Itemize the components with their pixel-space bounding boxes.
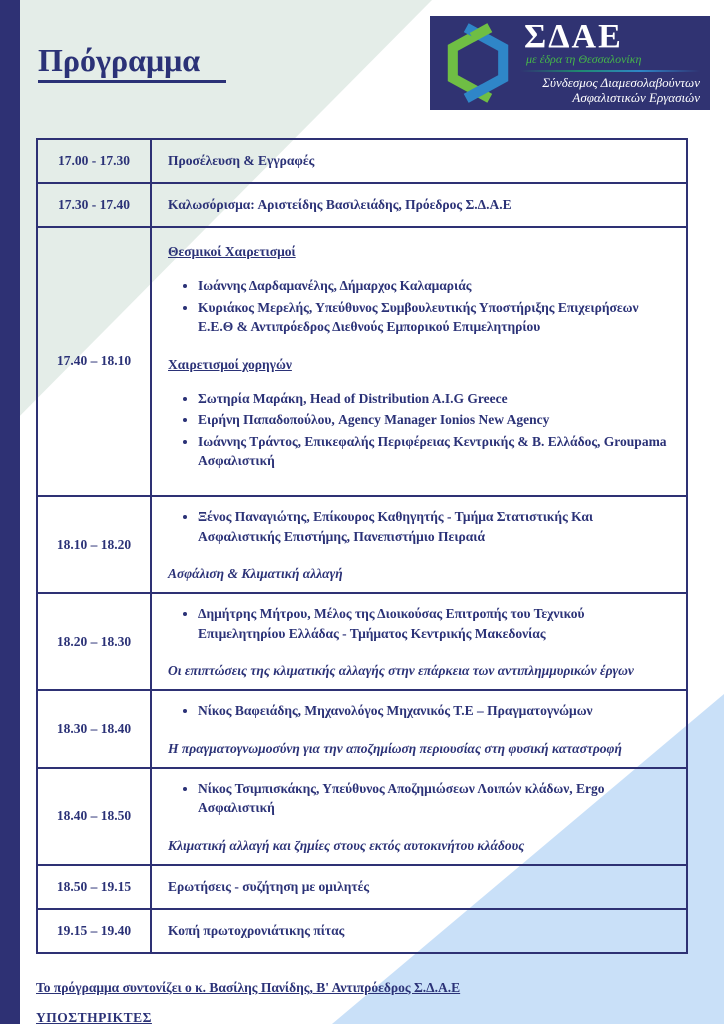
time-slot: 18.30 – 18.40 (38, 691, 152, 767)
speaker-item: • Κυριάκος Μερελής, Υπεύθυνος Συμβουλευτικής Υποστήριξης Επιχειρήσεων Ε.Ε.Θ & Αντιπρόεδρος Διεθνούς Εμπορικού Επιμελητηρίου (198, 298, 670, 337)
page-title: Πρόγραμμα (38, 42, 226, 79)
speaker-item: • Δημήτρης Μήτρου, Μέλος της Διοικούσας Επιτροπής του Τεχνικού Επιμελητηρίου Ελλάδας - Τμήματος Κεντρικής Μακεδονίας (198, 604, 670, 643)
supporters-heading: ΥΠΟΣΤΗΡΙΚΤΕΣ (36, 1009, 152, 1024)
speaker-item: • Σωτηρία Μαράκη, Head of Distribution A.I.G Greece (198, 389, 670, 409)
section-heading: Θεσμικοί Χαιρετισμοί (168, 244, 296, 259)
schedule-table (36, 138, 688, 954)
speaker-item: • Ιωάννης Τράντος, Επικεφαλής Περιφέρειας Κεντρικής & Β. Ελλάδος, Groupama Ασφαλιστική (198, 432, 670, 471)
sdae-logo-name: ΣΔΑΕ (524, 17, 623, 55)
speaker-bullet-list (168, 505, 670, 548)
speaker-item: • Ξένος Παναγιώτης, Επίκουρος Καθηγητής - Τμήμα Στατιστικής Και Ασφαλιστικής Επιστήμης, Πανεπιστήμιο Πειραιά (198, 507, 670, 546)
speaker-item: • Νίκος Τσιμπισκάκης, Υπεύθυνος Αποζημιώσεων Λοιπών κλάδων, Ergo Ασφαλιστική (198, 779, 670, 818)
schedule-row (38, 182, 686, 226)
session-cell (152, 769, 686, 864)
time-slot: 17.30 - 17.40 (38, 184, 152, 226)
schedule-row (38, 140, 686, 182)
session-cell (152, 184, 686, 226)
time-slot: 18.20 – 18.30 (38, 594, 152, 689)
sdae-logo-divider (520, 70, 700, 72)
speaker-bullet-list (168, 274, 670, 339)
session-topic: Ασφάλιση & Κλιματική αλλαγή (168, 566, 343, 582)
session-text: Προσέλευση & Εγγραφές (168, 153, 315, 168)
schedule-row (38, 592, 686, 689)
session-cell (152, 497, 686, 592)
session-cell (152, 228, 686, 495)
speaker-bullet-list (168, 602, 670, 645)
sdae-logo-text (520, 17, 700, 105)
speaker-bullet-list (168, 777, 670, 820)
session-cell (152, 140, 686, 182)
sdae-logo (430, 16, 710, 110)
session-topic: Η πραγματογνωμοσύνη για την αποζημίωση περιουσίας στη φυσική καταστροφή (168, 740, 622, 756)
sdae-logo-tagline: με έδρα τη Θεσσαλονίκη (526, 51, 642, 66)
speaker-item: • Νίκος Βαφειάδης, Μηχανολόγος Μηχανικός Τ.Ε – Πραγματογνώμων (198, 701, 670, 721)
left-accent-bar (0, 0, 20, 1024)
time-slot: 17.00 - 17.30 (38, 140, 152, 182)
schedule-row (38, 495, 686, 592)
schedule-row (38, 226, 686, 495)
schedule-row (38, 864, 686, 908)
header (0, 0, 724, 124)
speaker-bullet-list (168, 387, 670, 473)
schedule-row (38, 908, 686, 952)
session-text: Ερωτήσεις - συζήτηση με ομιλητές (168, 878, 370, 894)
session-topic: Οι επιπτώσεις της κλιματικής αλλαγής στην επάρκεια των αντιπλημμυρικών έργων (168, 663, 634, 679)
section-heading: Χαιρετισμοί χορηγών (168, 356, 292, 372)
time-slot: 17.40 – 18.10 (38, 228, 152, 495)
schedule-row (38, 767, 686, 864)
coordinator-note: Το πρόγραμμα συντονίζει ο κ. Βασίλης Πανίδης, Β' Αντιπρόεδρος Σ.Δ.Α.Ε (36, 979, 461, 995)
speaker-item: • Ειρήνη Παπαδοπούλου, Agency Manager Ionios New Agency (198, 410, 670, 430)
speaker-bullet-list (168, 699, 670, 723)
schedule-row (38, 689, 686, 767)
session-text: Κοπή πρωτοχρονιάτικης πίτας (168, 922, 345, 938)
time-slot: 19.15 – 19.40 (38, 910, 152, 952)
session-cell (152, 910, 686, 952)
speaker-item: • Ιωάννης Δαρδαμανέλης, Δήμαρχος Καλαμαριάς (198, 276, 670, 296)
session-text: Καλωσόρισμα: Αριστείδης Βασιλειάδης, Πρόεδρος Σ.Δ.Α.Ε (168, 197, 512, 212)
session-topic: Κλιματική αλλαγή και ζημίες στους εκτός αυτοκινήτου κλάδους (168, 837, 525, 853)
time-slot: 18.50 – 19.15 (38, 866, 152, 908)
sdae-logo-subtitle-line1: Σύνδεσμος Διαμεσολαβούντων (542, 74, 700, 90)
time-slot: 18.40 – 18.50 (38, 769, 152, 864)
session-cell (152, 691, 686, 767)
sdae-logo-subtitle-line2: Ασφαλιστικών Εργασιών (572, 89, 700, 105)
session-cell (152, 594, 686, 689)
sdae-cube-icon (436, 21, 520, 105)
time-slot: 18.10 – 18.20 (38, 497, 152, 592)
session-cell (152, 866, 686, 908)
